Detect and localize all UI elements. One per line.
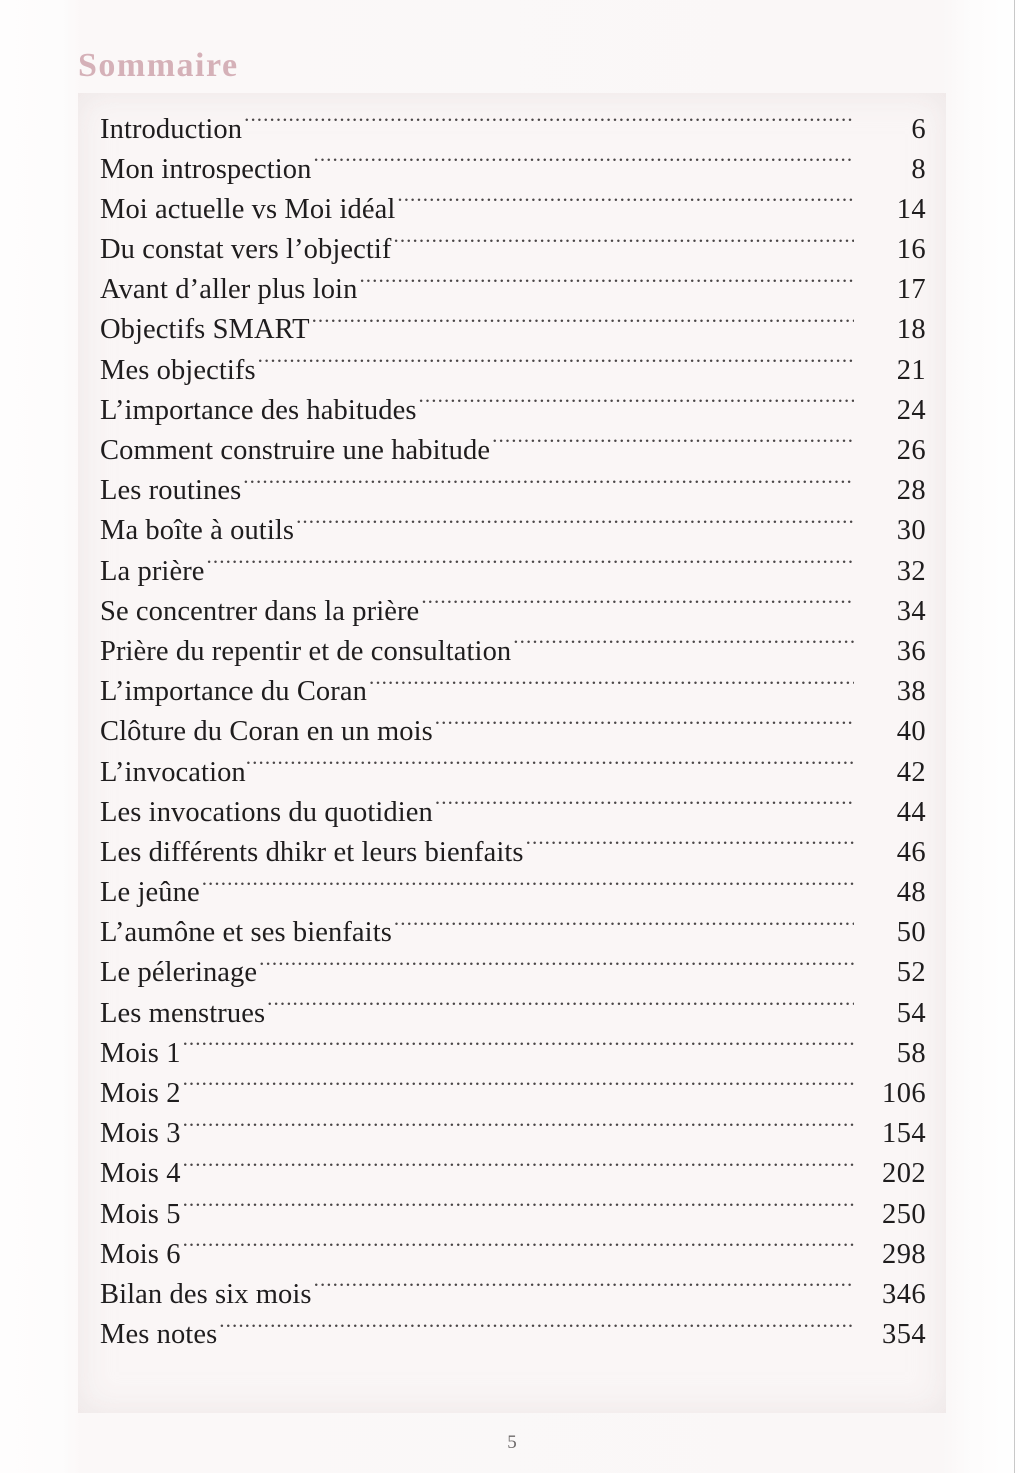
toc-entry-label: Mois 2 [100,1078,181,1109]
toc-entry-label: Mes objectifs [100,354,256,386]
toc-entry-label: Mois 5 [100,1198,181,1230]
toc-entry-page-number: 58 [896,1037,926,1069]
toc-entry[interactable] [100,752,926,792]
toc-entry[interactable] [100,832,926,872]
toc-entry-page-number: 250 [882,1198,926,1230]
toc-entry-label: Introduction [100,113,243,145]
toc-leader-dots [207,551,854,580]
toc-entry-page-number: 38 [896,676,926,708]
toc-leader-dots [526,832,854,861]
toc-leader-dots [246,752,854,781]
toc-entry-label: Du constat vers l’objectif [100,234,392,266]
toc-entry[interactable] [100,270,926,310]
toc-entry-page-number: 346 [882,1278,926,1310]
toc-leader-dots [435,712,854,741]
toc-entry[interactable] [100,1074,926,1114]
toc-entry-page-number: 8 [911,153,926,185]
toc-entry[interactable] [100,712,926,752]
toc-leader-dots [183,1234,854,1263]
toc-entry-page-number: 17 [896,274,926,306]
toc-leader-dots [435,792,854,821]
toc-entry-label: Les différents dhikr et leurs bienfaits [100,836,524,868]
toc-entry[interactable] [100,149,926,189]
toc-leader-dots [369,672,854,701]
toc-entry-label: Bilan des six mois [100,1278,312,1310]
toc-entry[interactable] [100,1154,926,1194]
table-of-contents-list [100,109,926,1355]
toc-entry-label: L’invocation [100,756,246,788]
toc-entry-page-number: 16 [896,234,926,266]
toc-entry-label: Le jeûne [100,877,200,909]
toc-entry-page-number: 354 [882,1319,926,1351]
toc-leader-dots [359,270,854,299]
toc-entry-label: Se concentrer dans la prière [100,595,420,627]
toc-entry[interactable] [100,511,926,551]
toc-entry-page-number: 54 [896,997,926,1029]
toc-entry[interactable] [100,591,926,631]
toc-entry-page-number: 21 [896,354,926,386]
toc-entry-label: Mois 4 [100,1158,181,1190]
toc-entry[interactable] [100,189,926,229]
toc-entry-page-number: 28 [896,475,926,507]
toc-entry-page-number: 30 [896,515,926,547]
toc-entry-page-number: 36 [896,635,926,667]
table-of-contents-panel [78,93,946,1413]
toc-entry[interactable] [100,873,926,913]
toc-leader-dots [393,230,854,259]
toc-entry[interactable] [100,1234,926,1274]
toc-entry-label: Objectifs SMART [100,314,310,346]
toc-entry-page-number: 52 [896,957,926,989]
toc-entry-label: Les routines [100,475,242,507]
toc-entry[interactable] [100,792,926,832]
toc-leader-dots [183,1154,854,1183]
toc-leader-dots [394,913,854,942]
toc-leader-dots [244,109,854,138]
toc-leader-dots [243,471,854,500]
page-edge-line [1014,0,1015,1473]
toc-leader-dots [313,149,854,178]
toc-leader-dots [492,431,854,460]
toc-entry-label: Les invocations du quotidien [100,796,433,828]
toc-entry-label: Clôture du Coran en un mois [100,716,433,748]
toc-entry-label: Mois 1 [100,1037,181,1069]
toc-entry-label: Les menstrues [100,997,266,1029]
toc-leader-dots [219,1315,854,1344]
toc-entry-label: Le pélerinage [100,957,258,989]
toc-entry[interactable] [100,672,926,712]
toc-entry[interactable] [100,350,926,390]
toc-entry[interactable] [100,953,926,993]
toc-entry-label: L’importance des habitudes [100,394,417,426]
toc-entry-label: Avant d’aller plus loin [100,274,358,306]
toc-entry-label: La prière [100,555,205,587]
toc-entry-page-number: 42 [896,756,926,788]
toc-entry-page-number: 14 [896,193,926,225]
toc-entry-label: Mon introspection [100,153,312,185]
toc-entry-page-number: 50 [896,917,926,949]
toc-entry[interactable] [100,431,926,471]
toc-entry[interactable] [100,913,926,953]
toc-entry[interactable] [100,1194,926,1234]
toc-entry-page-number: 46 [896,836,926,868]
toc-entry[interactable] [100,1114,926,1154]
toc-entry[interactable] [100,230,926,270]
toc-entry[interactable] [100,1033,926,1073]
toc-leader-dots [183,1033,854,1062]
toc-entry-page-number: 6 [911,113,926,145]
toc-leader-dots [314,1274,854,1303]
toc-entry-page-number: 44 [896,796,926,828]
toc-entry-label: L’aumône et ses bienfaits [100,917,392,949]
toc-leader-dots [267,993,854,1022]
toc-entry-page-number: 298 [882,1238,926,1270]
toc-leader-dots [513,631,854,660]
toc-entry-page-number: 34 [896,595,926,627]
page-title: Sommaire [78,46,239,84]
toc-entry-page-number: 48 [896,877,926,909]
toc-entry[interactable] [100,471,926,511]
toc-entry-page-number: 202 [882,1158,926,1190]
toc-entry[interactable] [100,551,926,591]
toc-entry-label: Ma boîte à outils [100,515,295,547]
toc-entry-page-number: 106 [882,1078,926,1109]
toc-entry[interactable] [100,1315,926,1355]
toc-leader-dots [296,511,854,540]
toc-leader-dots [397,189,854,218]
toc-leader-dots [258,350,854,379]
toc-entry-label: L’importance du Coran [100,676,367,708]
toc-entry-page-number: 24 [896,394,926,426]
toc-entry[interactable] [100,993,926,1033]
toc-entry[interactable] [100,310,926,350]
toc-leader-dots [183,1114,854,1143]
toc-entry[interactable] [100,109,926,149]
toc-entry-label: Comment construire une habitude [100,435,491,466]
toc-entry-label: Mes notes [100,1319,218,1351]
toc-leader-dots [312,310,854,339]
toc-leader-dots [419,390,854,419]
page-folio-number: 5 [507,1432,517,1453]
toc-entry-page-number: 18 [896,314,926,346]
toc-entry-label: Mois 6 [100,1238,181,1270]
toc-entry-label: Moi actuelle vs Moi idéal [100,193,396,225]
toc-leader-dots [421,591,854,620]
toc-entry-page-number: 32 [896,555,926,587]
toc-entry-label: Prière du repentir et de consultation [100,635,512,667]
toc-entry[interactable] [100,390,926,430]
toc-entry-page-number: 26 [896,435,926,466]
toc-entry-page-number: 154 [882,1118,926,1150]
toc-entry-label: Mois 3 [100,1118,181,1150]
toc-entry[interactable] [100,631,926,671]
toc-leader-dots [183,1074,854,1103]
toc-entry[interactable] [100,1274,926,1314]
toc-leader-dots [202,873,854,902]
toc-leader-dots [183,1194,854,1223]
toc-entry-page-number: 40 [896,716,926,748]
toc-leader-dots [259,953,854,982]
